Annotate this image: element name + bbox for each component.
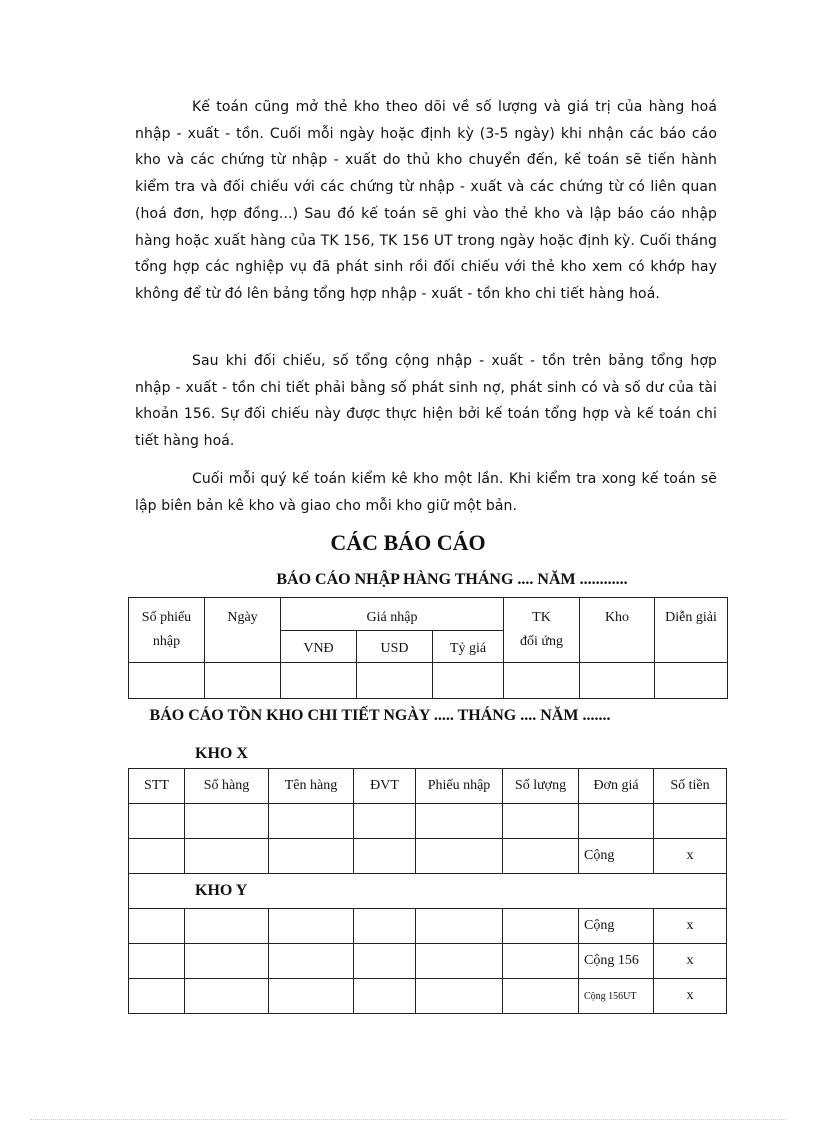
table-cell (503, 909, 579, 944)
table-cell (416, 944, 503, 979)
table-cell (354, 944, 416, 979)
col-dien-giai: Diễn giải (655, 598, 728, 663)
page-title: CÁC BÁO CÁO (330, 530, 486, 555)
col-ty-gia: Tỷ giá (433, 631, 504, 663)
table-cell (281, 663, 357, 699)
col-dvt: ĐVT (354, 769, 416, 804)
col-vnd: VNĐ (281, 631, 357, 663)
table-cell (503, 804, 579, 839)
table-cell (185, 804, 269, 839)
kho-y-total-row (129, 909, 727, 944)
table-cell (129, 979, 185, 1014)
import-report-title: BÁO CÁO NHẬP HÀNG THÁNG .... NĂM ............ (276, 571, 628, 588)
col-ten-hang: Tên hàng (269, 769, 354, 804)
total-label: Cộng (579, 909, 654, 944)
doi-ung-label: đối ứng (520, 634, 563, 649)
kho-x-total-row (129, 839, 727, 874)
table-cell (416, 839, 503, 874)
total-156-label: Cộng 156 (579, 944, 654, 979)
col-stt: STT (129, 769, 185, 804)
col-kho: Kho (580, 598, 655, 663)
table-cell (269, 839, 354, 874)
table-cell (269, 944, 354, 979)
col-usd: USD (357, 631, 433, 663)
table-cell (129, 663, 205, 699)
table-cell (416, 804, 503, 839)
total-156ut-label: Cộng 156UT (579, 979, 654, 1014)
total-mark: x (654, 979, 727, 1014)
stock-report-table (128, 768, 727, 1014)
table-cell (503, 979, 579, 1014)
table-cell (354, 804, 416, 839)
col-phieu-nhap: Phiếu nhập (416, 769, 503, 804)
col-so-luong: Số lượng (503, 769, 579, 804)
header-row (129, 769, 727, 804)
table-cell (357, 663, 433, 699)
col-tk-doi-ung (504, 598, 580, 663)
paragraph-3: Cuối mỗi quý kế toán kiểm kê kho một lần. Khi kiểm tra xong kế toán sẽ lập biên bản kê kho và giao cho mỗi kho giữ một bản. (135, 471, 717, 514)
total-156-row (129, 944, 727, 979)
col-don-gia: Đơn giá (579, 769, 654, 804)
table-cell (129, 909, 185, 944)
table-cell (504, 663, 580, 699)
table-cell (269, 979, 354, 1014)
table-cell (654, 804, 727, 839)
table-cell (354, 839, 416, 874)
table-cell (269, 909, 354, 944)
table-cell (416, 979, 503, 1014)
total-mark: x (654, 909, 727, 944)
table-cell (269, 804, 354, 839)
table-cell (129, 839, 185, 874)
kho-x-label: KHO X (195, 745, 248, 762)
stock-report-title: BÁO CÁO TỒN KHO CHI TIẾT NGÀY ..... THÁNG .... NĂM ....... (149, 707, 611, 724)
table-row (129, 663, 728, 699)
kho-y-label: KHO Y (129, 874, 727, 909)
total-mark: x (654, 944, 727, 979)
table-cell (580, 663, 655, 699)
table-cell (655, 663, 728, 699)
col-so-phieu-nhap: Số phiếu nhập (129, 598, 205, 663)
table-cell (579, 804, 654, 839)
col-so-tien: Số tiền (654, 769, 727, 804)
table-cell (185, 839, 269, 874)
table-cell (185, 909, 269, 944)
table-cell (416, 909, 503, 944)
total-156ut-row (129, 979, 727, 1014)
table-cell (205, 663, 281, 699)
total-mark: x (654, 839, 727, 874)
import-report-table (128, 597, 728, 699)
paragraph-2: Sau khi đối chiếu, số tổng cộng nhập - xuất - tồn trên bảng tổng hợp nhập - xuất - tồn chi tiết phải bằng số phát sinh nợ, phát sinh có và số dư của tài khoản 156. Sự đối chiếu này được thực hiện bởi kế toán tổng hợp và kế toán chi tiết hàng hoá. (135, 353, 717, 450)
col-so-hang: Số hàng (185, 769, 269, 804)
table-cell (129, 944, 185, 979)
table-cell (185, 944, 269, 979)
table-cell (129, 804, 185, 839)
col-gia-nhap: Giá nhập (281, 598, 504, 631)
kho-y-row (129, 874, 727, 909)
table-cell (354, 979, 416, 1014)
table-cell (503, 839, 579, 874)
paragraph-1: Kế toán cũng mở thẻ kho theo dõi về số lượng và giá trị của hàng hoá nhập - xuất - tồn. Cuối mỗi ngày hoặc định kỳ (3-5 ngày) khi nhận các báo cáo kho và các chứng từ nhập - xuất do thủ kho chuyển đến, kế toán sẽ tiến hành kiểm tra và đối chiếu với các chứng từ nhập - xuất và các chứng từ có liên quan (hoá đơn, hợp đồng...) Sau đó kế toán sẽ ghi vào thẻ kho và lập báo cáo nhập hàng hoặc xuất hàng của TK 156, TK 156 UT trong ngày hoặc định kỳ. Cuối tháng tổng hợp các nghiệp vụ đã phát sinh rồi đối chiếu với thẻ kho xem có khớp hay không để từ đó lên bảng tổng hợp nhập - xuất - tồn kho chi tiết hàng hoá. (135, 99, 717, 302)
footer-divider (30, 1119, 786, 1120)
col-ngay: Ngày (205, 598, 281, 663)
table-cell (433, 663, 504, 699)
tk-label: TK (532, 610, 551, 625)
table-row (129, 804, 727, 839)
table-cell (185, 979, 269, 1014)
table-cell (354, 909, 416, 944)
table-cell (503, 944, 579, 979)
total-label: Cộng (579, 839, 654, 874)
